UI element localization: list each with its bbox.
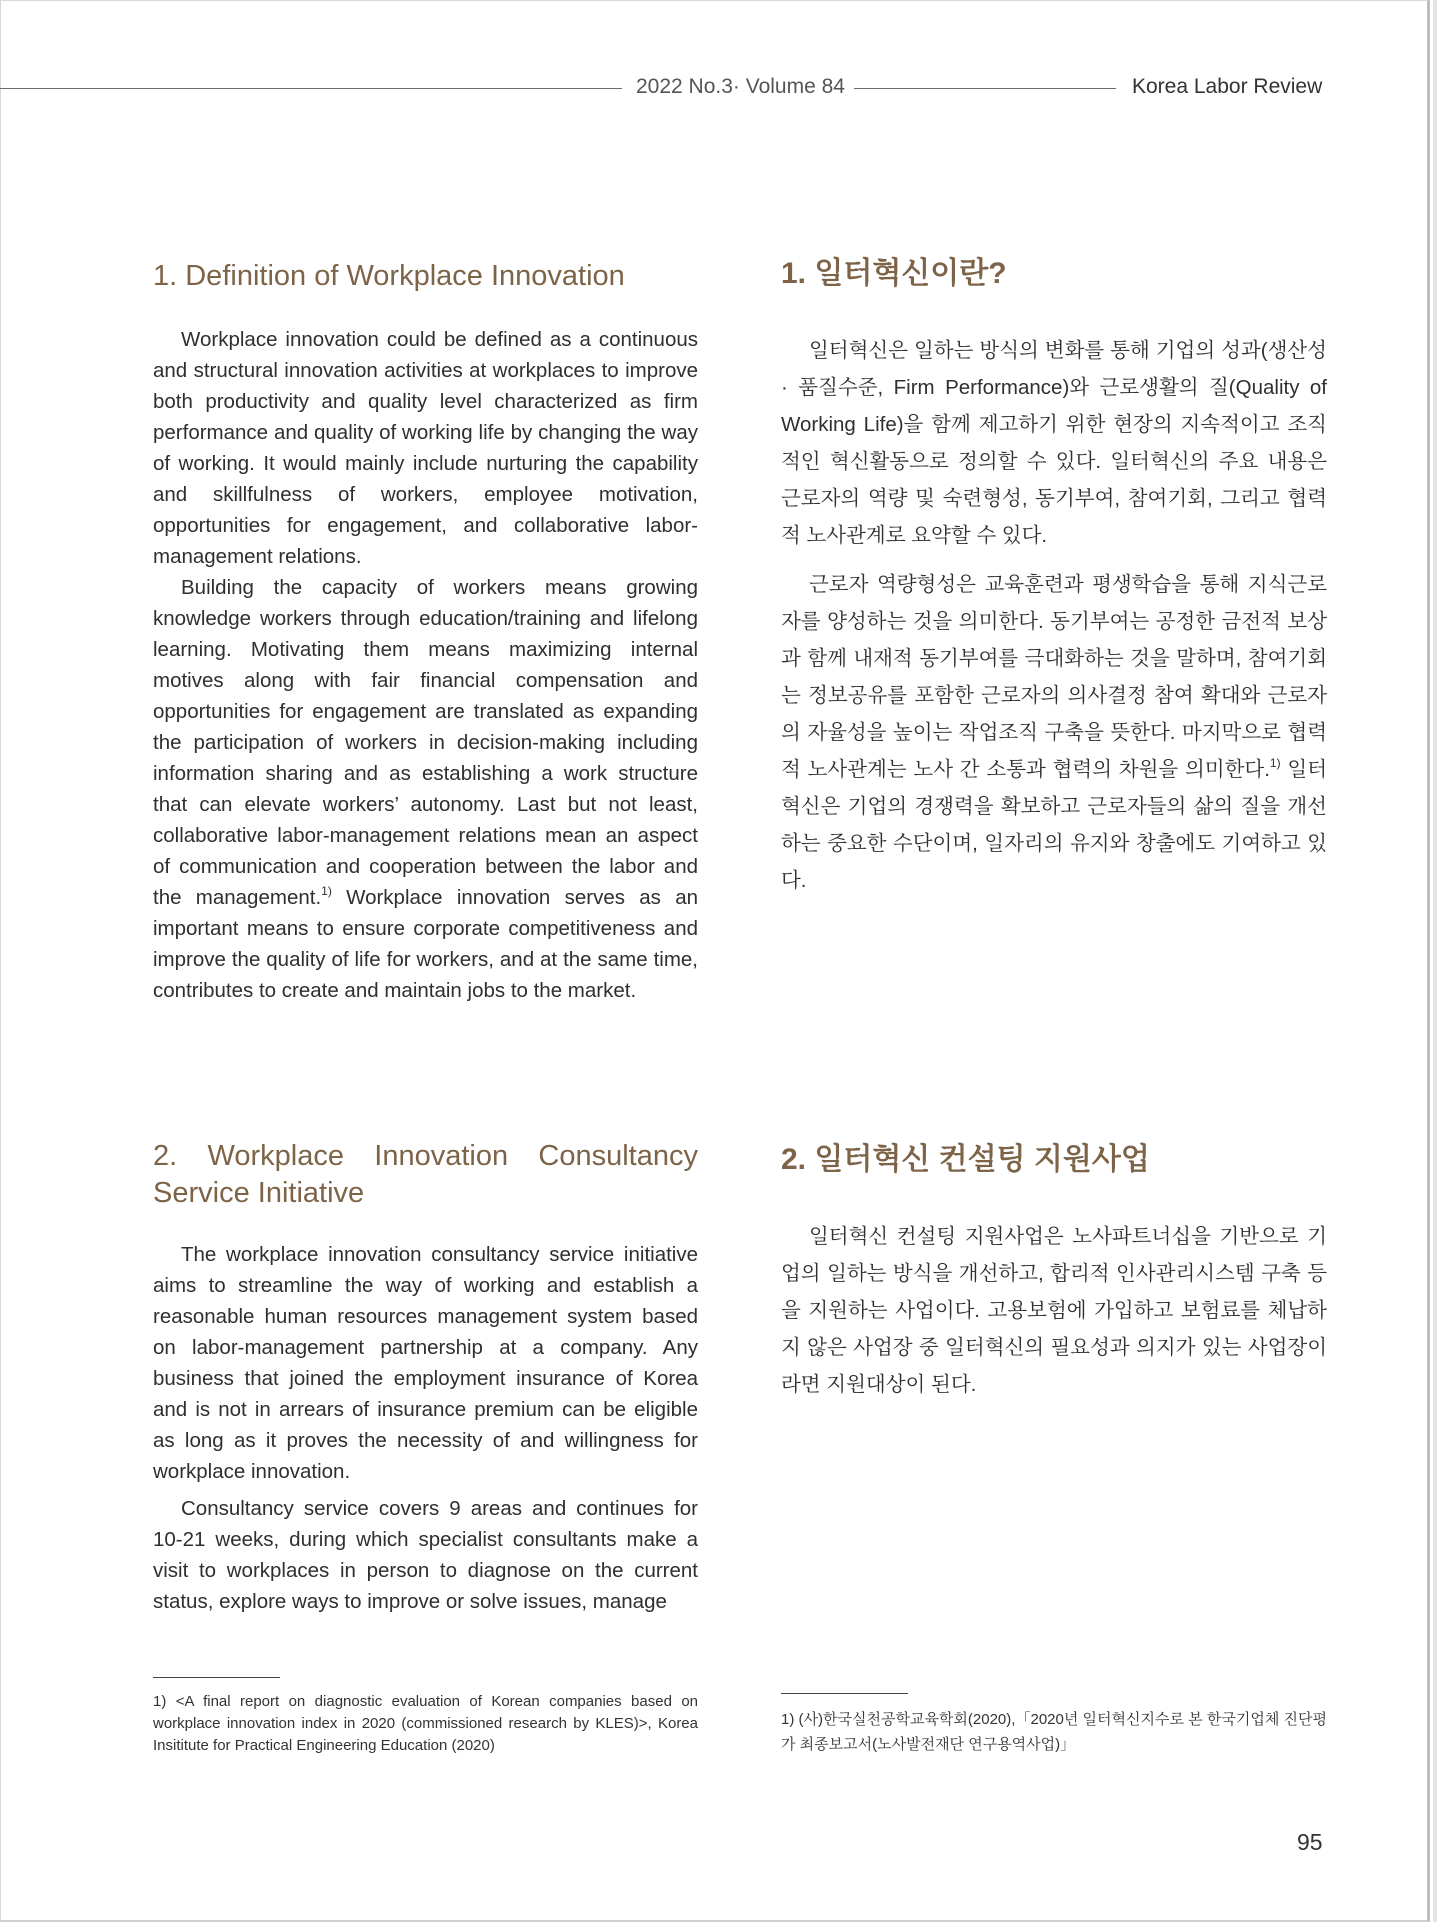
- footnote-rule-english: [153, 1677, 280, 1678]
- page-number: 95: [1297, 1829, 1323, 1855]
- footnote-english: 1) <A final report on diagnostic evaluation of Korean companies based on workplace innovation index in 2020 (commissioned research by KLES)>, Korea Insititute for Practical Engineering Education (2020): [153, 1693, 698, 1754]
- section2-english: [153, 1138, 698, 1617]
- footnote-rule-korean: [781, 1693, 908, 1694]
- section2-english-heading: 2. Workplace Innovation Consultancy Service Initiative: [153, 1140, 698, 1209]
- section1-english-paragraph-2-text-a: Building the capacity of workers means growing knowledge workers through education/training and lifelong learning. Motivating them means maximizing internal motives along with fair financial compensation and opportunities for engagement are translated as expanding the participation of workers in decision-making including information sharing and as establishing a work structure that can elevate workers’ autonomy. Last but not least, collaborative labor-management relations mean an aspect of communication and cooperation between the labor and the management.: [153, 576, 698, 909]
- header-rule-left: [0, 88, 622, 89]
- section1-korean-paragraph-2-text-b: 일터혁신은 기업의 경쟁력을 확보하고 근로자들의 삶의 질을 개선하는 중요한 수단이며, 일자리의 유지와 창출에도 기여하고 있다.: [781, 758, 1327, 892]
- section1-korean-paragraph-2: [781, 566, 1327, 899]
- issue-label: 2022 No.3· Volume 84: [636, 75, 845, 98]
- page-edge: [1433, 0, 1437, 1922]
- section1-korean-paragraph-2-text-a: 근로자 역량형성은 교육훈련과 평생학습을 통해 지식근로자를 양성하는 것을 의미한다. 동기부여는 공정한 금전적 보상과 함께 내재적 동기부여를 극대화하는 것을 말하며, 참여기회는 정보공유를 포함한 근로자의 의사결정 참여 확대와 근로자의 자율성을 높이는 작업조직 구축을 뜻한다. 마지막으로 협력적 노사관계는 노사 간 소통과 협력의 차원을 의미한다.: [781, 573, 1327, 781]
- section1-english-paragraph-2: [153, 572, 698, 1006]
- section1-english-heading: 1. Definition of Workplace Innovation: [153, 260, 625, 292]
- section1-english: [153, 258, 698, 1006]
- journal-title: Korea Labor Review: [1132, 75, 1323, 98]
- section2-english-paragraph-2: Consultancy service covers 9 areas and continues for 10-21 weeks, during which specialist consultants make a visit to workplaces in person to diagnose on the current status, explore ways to improve or solve issues, manage: [153, 1497, 698, 1613]
- footnote-korean: 1) (사)한국실천공학교육학회(2020),「2020년 일터혁신지수로 본 한국기업체 진단평가 최종보고서(노사발전재단 연구용역사업)」: [781, 1711, 1327, 1753]
- section2-korean: [781, 1140, 1327, 1403]
- section2-korean-heading: 2. 일터혁신 컨설팅 지원사업: [781, 1143, 1150, 1176]
- section1-korean: [781, 254, 1327, 899]
- section2-english-paragraph-1: The workplace innovation consultancy service initiative aims to streamline the way of working and establish a reasonable human resources management system based on labor-management partnership at a company. Any business that joined the employment insurance of Korea and is not in arrears of insurance premium can be eligible as long as it proves the necessity of and willingness for workplace innovation.: [153, 1243, 698, 1483]
- header-rule-middle: [854, 88, 1116, 89]
- section1-korean-heading: 1. 일터혁신이란?: [781, 257, 1007, 290]
- section1-korean-paragraph-1: 일터혁신은 일하는 방식의 변화를 통해 기업의 성과(생산성 · 품질수준, Firm Performance)와 근로생활의 질(Quality of Working Life)을 함께 제고하기 위한 현장의 지속적이고 조직적인 혁신활동으로 정의할 수 있다. 일터혁신의 주요 내용은 근로자의 역량 및 숙련형성, 동기부여, 참여기회, 그리고 협력적 노사관계로 요약할 수 있다.: [781, 339, 1327, 547]
- footnote-reference: 1): [321, 884, 332, 898]
- footnote-reference-korean: 1): [1269, 756, 1281, 770]
- section1-english-paragraph-1: Workplace innovation could be defined as a continuous and structural innovation activities at workplaces to improve both productivity and quality level characterized as firm performance and quality of working life by changing the way of working. It would mainly include nurturing the capability and skillfulness of workers, employee motivation, opportunities for engagement, and collaborative labor-management relations.: [153, 328, 698, 568]
- section2-korean-paragraph-1: 일터혁신 컨설팅 지원사업은 노사파트너십을 기반으로 기업의 일하는 방식을 개선하고, 합리적 인사관리시스템 구축 등을 지원하는 사업이다. 고용보험에 가입하고 보험료를 체납하지 않은 사업장 중 일터혁신의 필요성과 의지가 있는 사업장이라면 지원대상이 된다.: [781, 1225, 1327, 1396]
- section1-english-paragraph-2-text-b: Workplace innovation serves as an important means to ensure corporate competitiveness and improve the quality of life for workers, and at the same time, contributes to create and maintain jobs to the market.: [153, 886, 698, 1002]
